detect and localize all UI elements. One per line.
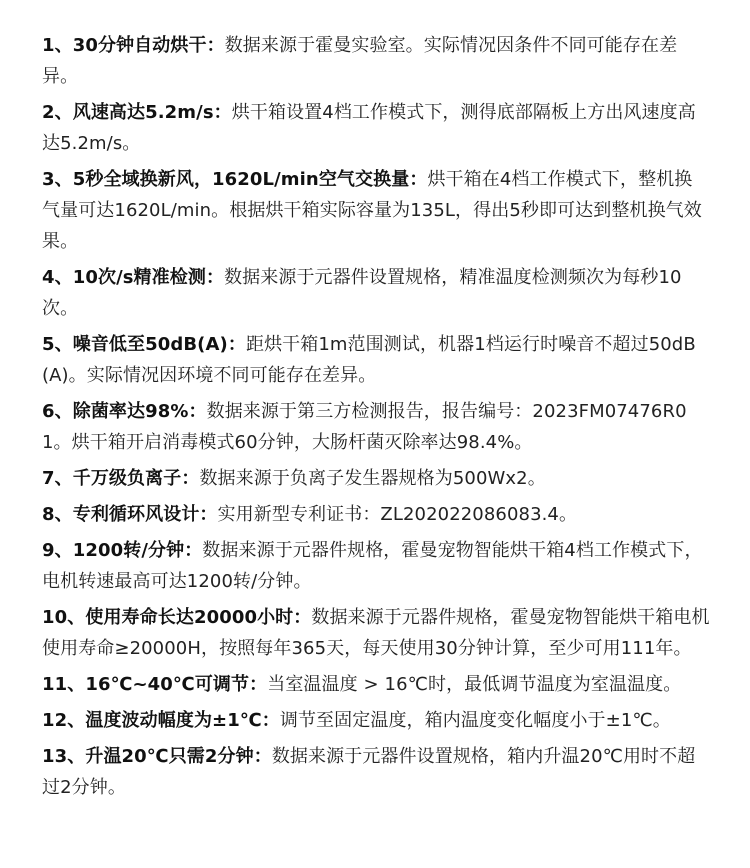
note-body: 数据来源于元器件规格，霍曼宠物智能烘干箱4档工作模式下，电机转速最高可达1200转/分钟。 [42, 540, 703, 592]
note-item-1 [42, 30, 710, 92]
note-body: 数据来源于元器件设置规格，箱内升温20℃用时不超过2分钟。 [42, 746, 696, 798]
note-body: 距烘干箱1m范围测试，机器1档运行时噪音不超过50dB(A)。实际情况因环境不同可能存在差异。 [42, 334, 696, 386]
note-body: 数据来源于霍曼实验室。实际情况因条件不同可能存在差异。 [42, 35, 678, 87]
note-body: 数据来源于第三方检测报告，报告编号：2023FM07476R01。烘干箱开启消毒模式60分钟，大肠杆菌灭除率达98.4%。 [42, 401, 687, 453]
note-item-4 [42, 262, 710, 324]
note-title: 4、10次/s精准检测： [42, 267, 225, 288]
note-body: 实用新型专利证书：ZL202022086083.4。 [217, 504, 578, 525]
note-title: 11、16℃~40℃可调节： [42, 674, 268, 695]
note-title: 7、千万级负离子： [42, 468, 200, 489]
note-item-8 [42, 499, 710, 530]
note-title: 13、升温20℃只需2分钟： [42, 746, 272, 767]
note-title: 1、30分钟自动烘干： [42, 35, 225, 56]
note-item-13 [42, 741, 710, 803]
note-title: 3、5秒全域换新风，1620L/min空气交换量： [42, 169, 428, 190]
note-body: 烘干箱设置4档工作模式下，测得底部隔板上方出风速度高达5.2m/s。 [42, 102, 696, 154]
note-body: 数据来源于负离子发生器规格为500Wx2。 [199, 468, 546, 489]
note-item-10 [42, 602, 710, 664]
note-item-5 [42, 329, 710, 391]
note-item-9 [42, 535, 710, 597]
note-title: 5、噪音低至50dB(A)： [42, 334, 246, 355]
note-title: 9、1200转/分钟： [42, 540, 203, 561]
note-title: 2、风速高达5.2m/s： [42, 102, 232, 123]
note-body: 数据来源于元器件规格，霍曼宠物智能烘干箱电机使用寿命≥20000H，按照每年365天，每天使用30分钟计算，至少可用111年。 [42, 607, 710, 659]
note-title: 10、使用寿命长达20000小时： [42, 607, 312, 628]
note-item-2 [42, 97, 710, 159]
note-item-3 [42, 164, 710, 257]
note-body: 数据来源于元器件设置规格，精准温度检测频次为每秒10次。 [42, 267, 682, 319]
note-body: 当室温温度 > 16℃时，最低调节温度为室温温度。 [267, 674, 682, 695]
note-title: 6、除菌率达98%： [42, 401, 207, 422]
note-item-12 [42, 705, 710, 736]
note-item-11 [42, 669, 710, 700]
note-body: 烘干箱在4档工作模式下，整机换气量可达1620L/min。根据烘干箱实际容量为135L，得出5秒即可达到整机换气效果。 [42, 169, 702, 252]
note-title: 8、专利循环风设计： [42, 504, 218, 525]
note-item-6 [42, 396, 710, 458]
note-item-7 [42, 463, 710, 494]
note-body: 调节至固定温度，箱内温度变化幅度小于±1℃。 [279, 710, 671, 731]
note-title: 12、温度波动幅度为±1℃： [42, 710, 280, 731]
